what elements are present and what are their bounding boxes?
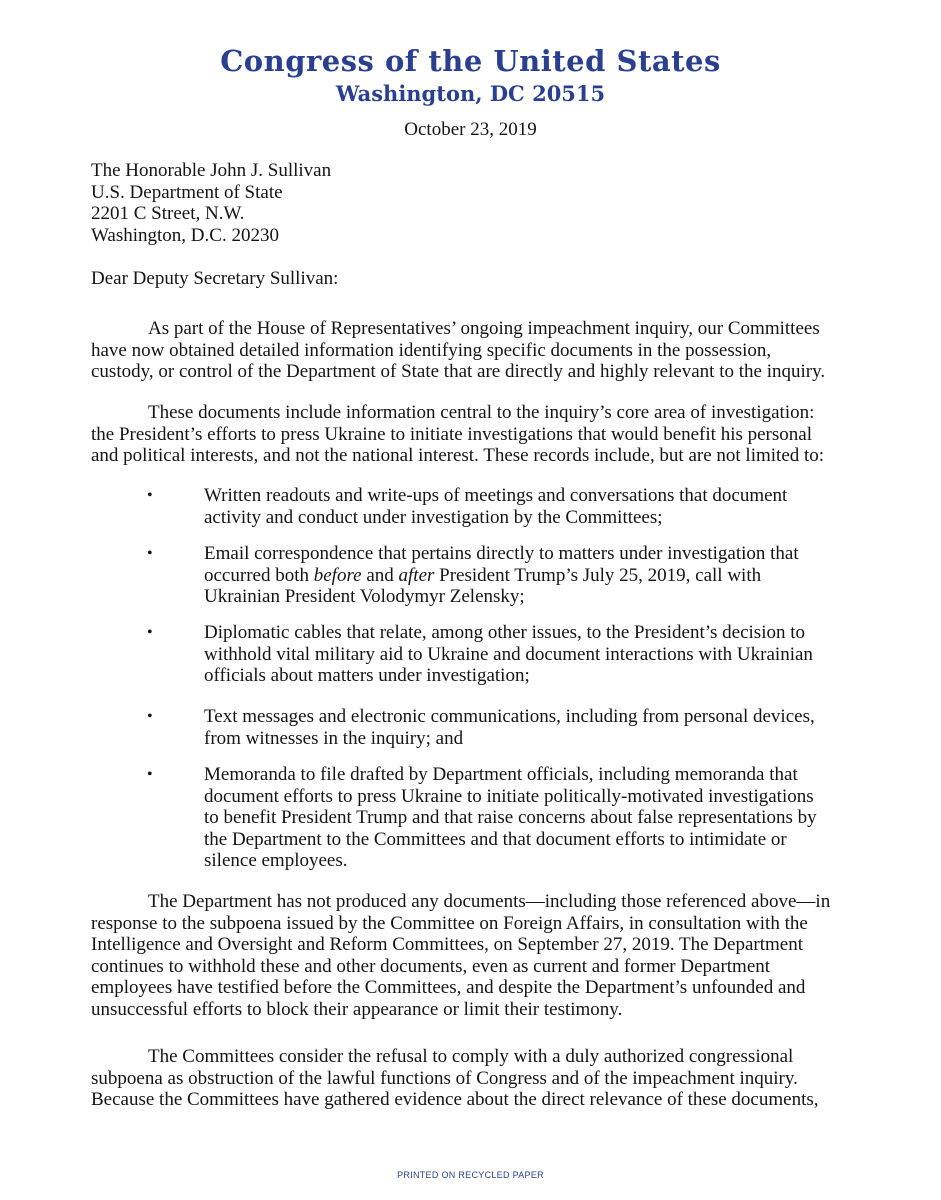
paragraph-line: Because the Committees have gathered evidence about the direct relevance of these documents, [91, 1089, 819, 1110]
emphasis-after: after [398, 564, 435, 586]
address-line: The Honorable John J. Sullivan [91, 160, 332, 181]
paragraph-line: The Committees consider the refusal to comply with a duly authorized congressional [148, 1046, 794, 1067]
bullet-line: from witnesses in the inquiry; and [204, 727, 464, 749]
address-line: U.S. Department of State [91, 181, 283, 203]
recipient-address [91, 160, 851, 246]
bullet-text-run: and [361, 564, 399, 586]
salutation [91, 268, 851, 290]
bullet-line: to benefit President Trump and that raise concerns about false representations by [204, 807, 817, 828]
bullet-marker: • [147, 708, 153, 725]
bullet-line: Memoranda to file drafted by Department officials, including memoranda that [204, 764, 798, 785]
paragraph-line: As part of the House of Representatives’ ongoing impeachment inquiry, our Committees [148, 318, 820, 339]
bullet-line: the Department to the Committees and that document efforts to intimidate or [204, 828, 787, 850]
bullet-line: Text messages and electronic communications, including from personal devices, [204, 706, 815, 727]
paragraph-line: subpoena as obstruction of the lawful functions of Congress and of the impeachment inquiry. [91, 1067, 798, 1089]
address-line: 2201 C Street, N.W. [91, 203, 245, 224]
paragraph-4 [91, 1046, 851, 1111]
recycled-paper-footer: PRINTED ON RECYCLED PAPER [397, 1170, 544, 1180]
paragraph-line: have now obtained detailed information identifying specific documents in the possession, [91, 339, 772, 361]
paragraph-line: Intelligence and Oversight and Reform Committees, on September 27, 2019. The Department [91, 934, 803, 955]
paragraph-line: employees have testified before the Committees, and despite the Department’s unfounded and [91, 977, 806, 998]
paragraph-1 [91, 318, 851, 383]
paragraph-line: response to the subpoena issued by the Committee on Foreign Affairs, in consultation with the [91, 912, 808, 934]
bullet-text-run: President Trump’s July 25, 2019, call with [434, 564, 762, 586]
bullet-line: Ukrainian President Volodymyr Zelensky; [204, 586, 525, 607]
bullet-line [204, 565, 799, 587]
bullet-item-readouts [204, 485, 787, 528]
paragraph-3 [91, 891, 851, 1020]
bullet-item-cables [204, 622, 813, 687]
bullet-line: withhold vital military aid to Ukraine and document interactions with Ukrainian [204, 643, 813, 665]
letterhead-title: Congress of the United States [220, 44, 721, 78]
paragraph-line: and political interests, and not the national interest. These records include, but are not limited to: [91, 445, 825, 466]
bullet-line: Email correspondence that pertains directly to matters under investigation that [204, 543, 799, 564]
paragraph-line: The Department has not produced any documents—including those referenced above—in [148, 891, 831, 912]
paragraph-line: continues to withhold these and other documents, even as current and former Department [91, 955, 771, 977]
bullet-text-run: occurred both [204, 564, 314, 586]
paragraph-line: These documents include information central to the inquiry’s core area of investigation: [148, 402, 815, 423]
paragraph-line: custody, or control of the Department of State that are directly and highly relevant to the inquiry. [91, 361, 826, 382]
paragraph-2 [91, 402, 851, 467]
bullet-marker: • [147, 487, 153, 504]
emphasis-before: before [313, 564, 362, 586]
bullet-line: Diplomatic cables that relate, among other issues, to the President’s decision to [204, 622, 805, 643]
bullet-marker: • [147, 766, 153, 783]
bullet-marker: • [147, 545, 153, 562]
address-line: Washington, D.C. 20230 [91, 224, 279, 246]
bullet-line: document efforts to press Ukraine to initiate politically-motivated investigations [204, 785, 814, 807]
bullet-item-text-messages [204, 706, 815, 749]
paragraph-line: the President’s efforts to press Ukraine to initiate investigations that would benefit his personal [91, 423, 812, 445]
bullet-item-email [204, 543, 799, 608]
bullet-line: activity and conduct under investigation by the Committees; [204, 506, 663, 528]
bullet-item-memoranda [204, 764, 817, 872]
bullet-line: silence employees. [204, 850, 348, 871]
letterhead-subtitle: Washington, DC 20515 [335, 81, 606, 106]
bullet-line: officials about matters under investigation; [204, 665, 530, 686]
bullet-line: Written readouts and write-ups of meetings and conversations that document [204, 485, 788, 506]
paragraph-line: unsuccessful efforts to block their appearance or limit their testimony. [91, 998, 623, 1020]
bullet-marker: • [147, 624, 153, 641]
letter-date: October 23, 2019 [404, 119, 537, 140]
salutation-text: Dear Deputy Secretary Sullivan: [91, 268, 339, 289]
